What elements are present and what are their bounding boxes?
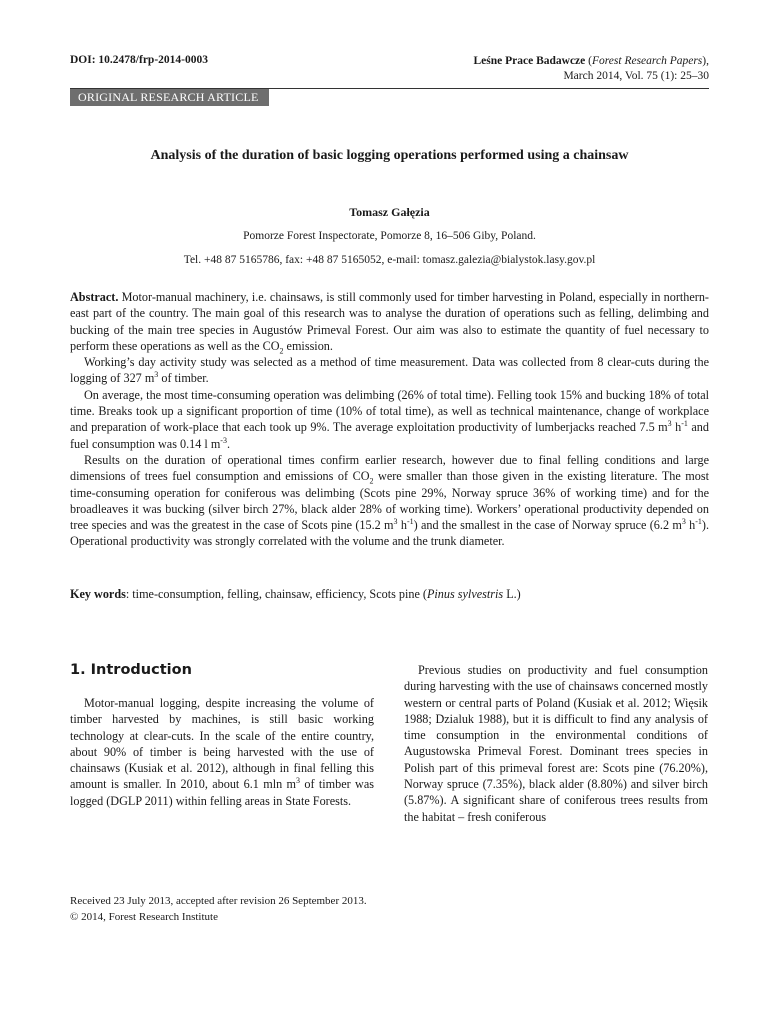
abstract-text: h (671, 420, 682, 435)
journal-translation: Forest Research Papers (591, 55, 703, 67)
abstract-text: of timber. (158, 371, 209, 386)
superscript: 3 (667, 419, 672, 429)
abstract-text: ) and the smallest in the case of Norway spruce (6.2 m (413, 518, 682, 533)
journal-issue: March 2014, Vol. 75 (1): 25–30 (563, 70, 709, 82)
superscript: 3 (393, 517, 398, 527)
abstract-paragraph-4 (70, 452, 709, 550)
intro-paragraph-1 (70, 695, 374, 809)
abstract-label: Abstract. (70, 290, 119, 304)
abstract-text: were smaller than those given in the existing literature. The most time-consuming operation for coniferous was delimbing (Scots pine 29%, Norway spruce 36% of working time) and for the broadleaves it was bucking (silver birch 27%, black alder 28% of working time). Workers’ operational productivity depended on tree species and was the greatest in the case of Scots pine (15.2 m (70, 469, 709, 533)
abstract-paragraph-2 (70, 354, 709, 387)
keywords (70, 587, 709, 602)
abstract-text: . (226, 436, 231, 451)
intro-paragraph-2: Previous studies on productivity and fuel consumption during harvesting with the use of chainsaws concerned mostly western or central parts of Poland (Kusiak et al. 2012; Więsik 1988; Dzialuk 1988), but it is difficult to find any analysis of time consumption in the environmental conditions of Augustowska Primeval Forest. Dominant trees species in Polish part of this primeval forest are: Scots pine (76.20%), Norway spruce (7.35%), black alder (8.80%) and silver birch (5.87%). A significant share of coniferous trees results from the habitat – fresh coniferous (404, 663, 708, 824)
superscript: -1 (695, 517, 702, 527)
journal-citation (379, 54, 709, 84)
abstract-paragraph-1 (70, 289, 709, 354)
subscript: 2 (279, 346, 284, 356)
superscript: -1 (406, 517, 414, 527)
intro-right-column (404, 662, 708, 825)
keywords-label: Key words (70, 587, 126, 601)
intro-left-column (70, 695, 374, 809)
abstract-text: h (397, 518, 407, 533)
author-contact: Tel. +48 87 5165786, fax: +48 87 5165052, e-mail: tomasz.galezia@bialystok.lasy.gov.pl (183, 254, 596, 266)
intro-text: of timber was logged (DGLP 2011) within felling areas in State Forests. (70, 777, 374, 808)
superscript: 3 (296, 776, 301, 786)
copyright-note: © 2014, Forest Research Institute (70, 911, 218, 923)
superscript: 3 (681, 517, 686, 527)
doi: DOI: 10.2478/frp-2014-0003 (70, 54, 208, 66)
author-affiliation: Pomorze Forest Inspectorate, Pomorze 8, 16–506 Giby, Poland. (243, 230, 536, 242)
abstract-text: emission. (283, 338, 333, 353)
abstract-text: On average, the most time-consuming operation was delimbing (26% of total time). Felling took 15% and bucking 18% of total time. Breaks took up a significant proportion of time (10% of total time), as well as technical maintenance, change of workplace and preparation of work-place that each took up 9%. The average exploitation productivity of lumberjacks reached 7.5 m (70, 387, 709, 435)
journal-paren-open: ( (585, 55, 592, 67)
keywords-latin-name: Pinus sylvestris (426, 587, 504, 601)
intro-text: Motor-manual logging, despite increasing the volume of timber harvested by machines, is still basic working technology at clear-cuts. In the scale of the entire country, about 90% of timber is being harvested with the use of chainsaws (Kusiak et al. 2012), although in final felling this amount is smaller. In 2010, about 6.1 mln m (70, 696, 374, 792)
keywords-end: L.) (503, 587, 521, 601)
section-heading-introduction: 1. Introduction (70, 662, 192, 678)
abstract-paragraph-3 (70, 387, 709, 452)
keywords-text: : time-consumption, felling, chainsaw, efficiency, Scots pine ( (125, 587, 427, 601)
abstract-text: and fuel consumption was 0.14 l m (70, 420, 709, 451)
superscript: -1 (681, 419, 688, 429)
abstract-text: Motor-manual machinery, i.e. chainsaws, is still commonly used for timber harvesting in Poland, especially in northern-east part of the country. The main goal of this research was to analyse the duration of operations such as felling, delimbing and bucking of the main tree species in Augustów Primeval Forest. Our aim was also to estimate the quantity of fuel necessary to perform these operations as well as the CO (70, 290, 709, 353)
abstract-text: h (685, 518, 696, 533)
author-name: Tomasz Gałęzia (349, 205, 430, 219)
article-type-badge: ORIGINAL RESEARCH ARTICLE (70, 89, 269, 106)
paper-title: Analysis of the duration of basic logging operations performed using a chainsaw (150, 148, 629, 163)
footer-notes (70, 893, 367, 925)
abstract-text: Results on the duration of operational times confirm earlier research, however due to final felling conditions and large dimensions of trees fuel consumption and emissions of CO (70, 452, 709, 484)
journal-name: Leśne Prace Badawcze (473, 55, 586, 67)
abstract-text: Working’s day activity study was selected as a method of time measurement. Data was collected from 8 clear-cuts during the logging of 327 m (70, 355, 709, 386)
received-note: Received 23 July 2013, accepted after revision 26 September 2013. (70, 895, 367, 907)
abstract-text: ). Operational productivity was strongly correlated with the volume and the trunk diameter. (70, 518, 710, 549)
subscript: 2 (369, 476, 374, 486)
journal-paren-close: ), (702, 55, 709, 67)
superscript: 3 (154, 370, 159, 380)
superscript: -3 (220, 435, 227, 445)
abstract (70, 289, 709, 550)
